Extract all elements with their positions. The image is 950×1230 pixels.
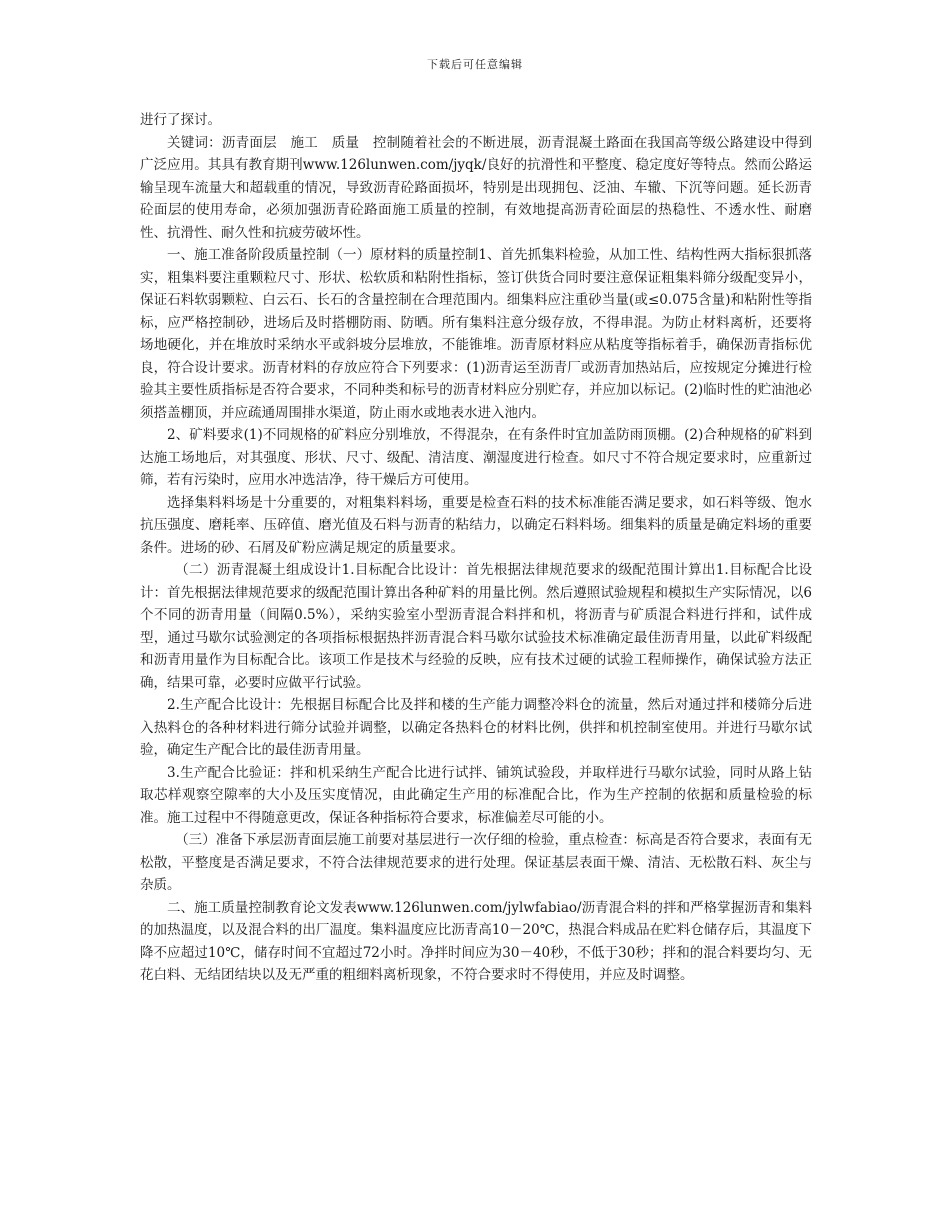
paragraph-keywords: 关键词：沥青面层 施工 质量 控制随着社会的不断进展，沥青混凝土路面在我国高等级公路建设中得到广泛应用。其具有教育期刊www.126lunwen.com/jyqk/良好的抗滑性和平整度、稳定度好等特点。然而公路运输呈现车流量大和超载重的情况，导致沥青砼路面损坏，特别是出现拥包、泛油、车辙、下沉等问题。延长沥青砼面层的使用寿命，必须加强沥青砼路面施工质量的控制，有效地提高沥青砼面层的热稳性、不透水性、耐磨性、抗滑性、耐久性和抗疲劳破坏性。 <box>140 134 812 241</box>
paragraph-production-mix-design: 2.生产配合比设计：先根据目标配合比及拌和楼的生产能力调整冷料仓的流量，然后对通过拌和楼筛分后进入热料仓的各种材料进行筛分试验并调整，以确定各热料仓的材料比例，供拌和机控制室使用。并进行马歇尔试验，确定生产配合比的最佳沥青用量。 <box>140 697 812 758</box>
paragraph-section-2: 二、施工质量控制教育论文发表www.126lunwen.com/jylwfabiao/沥青混合料的拌和严格掌握沥青和集料的加热温度，以及混合料的出厂温度。集料温度应比沥青高10－20℃，热混合料成品在贮料仓储存后，其温度下降不应超过10℃，储存时间不宜超过72小时。净拌时间应为30－40秒，不低于30秒；拌和的混合料要均匀、无花白料、无结团结块以及无严重的粗细料离析现象，不符合要求时不得使用，并应及时调整。 <box>140 899 812 983</box>
paragraph-quarry-selection: 选择集料料场是十分重要的，对粗集料料场，重要是检查石料的技术标准能否满足要求，如石料等级、饱水抗压强度、磨耗率、压碎值、磨光值及石料与沥青的粘结力，以确定石料料场。细集料的质量是确定料场的重要条件。进场的砂、石屑及矿粉应满足规定的质量要求。 <box>140 494 812 556</box>
document-body <box>140 109 812 987</box>
paragraph-mix-design: （二）沥青混凝土组成设计1.目标配合比设计：首先根据法律规范要求的级配范围计算出1.目标配合比设计：首先根据法律规范要求的级配范围计算出各种矿料的用量比例。然后遵照试验规程和模拟生产实际情况，以6个不同的沥青用量（间隔0.5%），采纳实验室小型沥青混合料拌和机，将沥青与矿质混合料进行拌和，试件成型，通过马歇尔试验测定的各项指标根据热拌沥青混合料马歇尔试验技术标准确定最佳沥青用量，以此矿料级配和沥青用量作为目标配合比。该项工作是技术与经验的反映，应有技术过硬的试验工程师操作，确保试验方法正确，结果可靠，必要时应做平行试验。 <box>140 562 812 691</box>
paragraph-production-mix-verification: 3.生产配合比验证：拌和机采纳生产配合比进行试拌、铺筑试验段，并取样进行马歇尔试验，同时从路上钻取芯样观察空隙率的大小及压实度情况，由此确定生产用的标准配合比，作为生产控制的依据和质量检验的标准。施工过程中不得随意更改，保证各种指标符合要求，标准偏差尽可能的小。 <box>140 764 812 826</box>
paragraph-base-preparation: （三）准备下承层沥青面层施工前要对基层进行一次仔细的检验，重点检查：标高是否符合要求，表面有无松散，平整度是否满足要求，不符合法律规范要求的进行处理。保证基层表面干燥、清洁、无松散石料、灰尘与杂质。 <box>140 832 812 893</box>
page-header-note: 下载后可任意编辑 <box>427 58 523 71</box>
paragraph-section-1: 一、施工准备阶段质量控制（一）原材料的质量控制1、首先抓集料检验，从加工性、结构性两大指标狠抓落实，粗集料要注重颗粒尺寸、形状、松软质和粘附性指标，签订供货合同时要注意保证粗集料筛分级配变异小，保证石料软弱颗粒、白云石、长石的含量控制在合理范围内。细集料应注重砂当量(或≤0.075含量)和粘附性等指标，应严格控制砂，进场后及时搭棚防雨、防晒。所有集料注意分级存放，不得串混。为防止材料离析，还要将场地硬化，并在堆放时采纳水平或斜坡分层堆放，不能锥堆。沥青原材料应从粘度等指标着手，确保沥青指标优良，符合设计要求。沥青材料的存放应符合下列要求：(1)沥青运至沥青厂或沥青加热站后，应按规定分摊进行检验其主要性质指标是否符合要求，不同种类和标号的沥青材料应分别贮存，并应加以标记。(2)临时性的贮油池必须搭盖棚顶，并应疏通周围排水渠道，防止雨水或地表水进入池内。 <box>140 247 812 421</box>
paragraph-intro-end: 进行了探讨。 <box>140 112 221 128</box>
paragraph-aggregate-requirements: 2、矿料要求(1)不同规格的矿料应分别堆放，不得混杂，在有条件时宜加盖防雨顶棚。(2)合种规格的矿料到达施工场地后，对其强度、形状、尺寸、级配、清洁度、潮湿度进行检查。如尺寸不符合规定要求时，应重新过筛，若有污染时，应用水冲选洁净，待干燥后方可使用。 <box>140 427 812 488</box>
